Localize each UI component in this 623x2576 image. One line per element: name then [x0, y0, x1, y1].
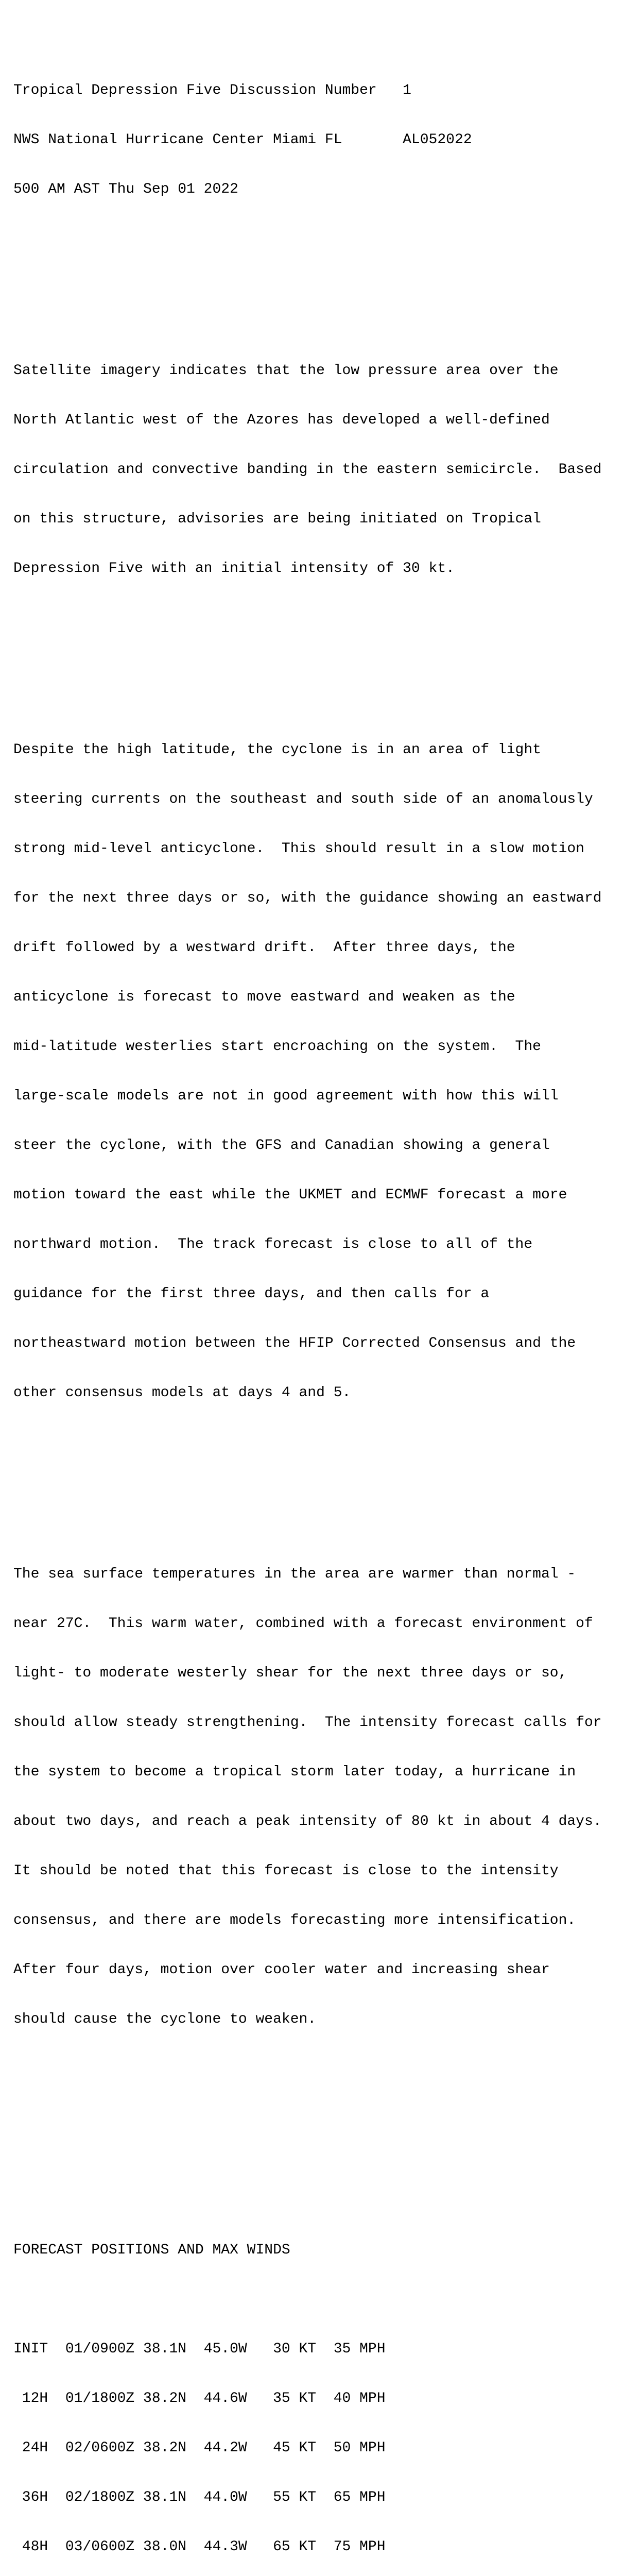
- text-line: light- to moderate westerly shear for the next three days or so,: [13, 1665, 567, 1681]
- text-line: near 27C. This warm water, combined with a forecast environment of: [13, 1616, 593, 1632]
- paragraph-intensity: [13, 1533, 616, 2061]
- header-date-line: 500 AM AST Thu Sep 01 2022: [13, 181, 238, 197]
- text-line: Depression Five with an initial intensity of 30 kt.: [13, 561, 455, 577]
- text-line: consensus, and there are models forecasting more intensification.: [13, 1912, 576, 1928]
- discussion-document: [13, 16, 616, 2576]
- forecast-row: 12H 01/1800Z 38.2N 44.6W 35 KT 40 MPH: [13, 2391, 386, 2406]
- text-line: The sea surface temperatures in the area are warmer than normal -: [13, 1566, 576, 1582]
- text-line: strong mid-level anticyclone. This should result in a slow motion: [13, 841, 584, 857]
- text-line: on this structure, advisories are being initiated on Tropical: [13, 511, 541, 527]
- blank-line: [13, 2143, 616, 2160]
- text-line: for the next three days or so, with the guidance showing an eastward: [13, 890, 602, 906]
- blank-line: [13, 264, 616, 280]
- forecast-row: 48H 03/0600Z 38.0N 44.3W 65 KT 75 MPH: [13, 2539, 386, 2555]
- text-line: should cause the cyclone to weaken.: [13, 2011, 317, 2027]
- text-line: about two days, and reach a peak intensity of 80 kt in about 4 days.: [13, 1814, 602, 1829]
- blank-line: [13, 1467, 616, 1484]
- paragraph-track: [13, 709, 616, 1434]
- forecast-title: FORECAST POSITIONS AND MAX WINDS: [13, 2242, 290, 2258]
- text-line: circulation and convective banding in the eastern semicircle. Based: [13, 462, 602, 478]
- header-title-line: Tropical Depression Five Discussion Number 1: [13, 82, 411, 98]
- blank-line: [13, 2094, 616, 2110]
- text-line: Satellite imagery indicates that the low pressure area over the: [13, 363, 559, 379]
- forecast-section: [13, 2209, 616, 2576]
- text-line: Despite the high latitude, the cyclone is in an area of light: [13, 742, 541, 758]
- text-line: anticyclone is forecast to move eastward and weaken as the: [13, 989, 515, 1005]
- paragraph-satellite: [13, 330, 616, 610]
- header-office-line: NWS National Hurricane Center Miami FL AL052022: [13, 132, 472, 148]
- text-line: drift followed by a westward drift. After three days, the: [13, 940, 515, 956]
- forecast-row: 24H 02/0600Z 38.2N 44.2W 45 KT 50 MPH: [13, 2440, 386, 2456]
- blank-line: [13, 643, 616, 659]
- forecast-row: INIT 01/0900Z 38.1N 45.0W 30 KT 35 MPH: [13, 2341, 386, 2357]
- text-line: It should be noted that this forecast is close to the intensity: [13, 1863, 559, 1879]
- text-line: the system to become a tropical storm later today, a hurricane in: [13, 1764, 576, 1780]
- text-line: North Atlantic west of the Azores has developed a well-defined: [13, 412, 550, 428]
- text-line: northeastward motion between the HFIP Corrected Consensus and the: [13, 1335, 576, 1351]
- text-line: steer the cyclone, with the GFS and Canadian showing a general: [13, 1138, 550, 1154]
- text-line: steering currents on the southeast and south side of an anomalously: [13, 791, 593, 807]
- text-line: mid-latitude westerlies start encroaching on the system. The: [13, 1039, 541, 1055]
- text-line: After four days, motion over cooler water and increasing shear: [13, 1962, 550, 1978]
- text-line: motion toward the east while the UKMET and ECMWF forecast a more: [13, 1187, 567, 1203]
- text-line: northward motion. The track forecast is close to all of the: [13, 1236, 533, 1252]
- discussion-header: [13, 49, 616, 231]
- text-line: should allow steady strengthening. The intensity forecast calls for: [13, 1715, 602, 1731]
- text-line: guidance for the first three days, and then calls for a: [13, 1286, 490, 1302]
- text-line: large-scale models are not in good agreement with how this will: [13, 1088, 559, 1104]
- text-line: other consensus models at days 4 and 5.: [13, 1385, 351, 1401]
- forecast-row: 36H 02/1800Z 38.1N 44.0W 55 KT 65 MPH: [13, 2489, 386, 2505]
- blank-line: [13, 2292, 616, 2308]
